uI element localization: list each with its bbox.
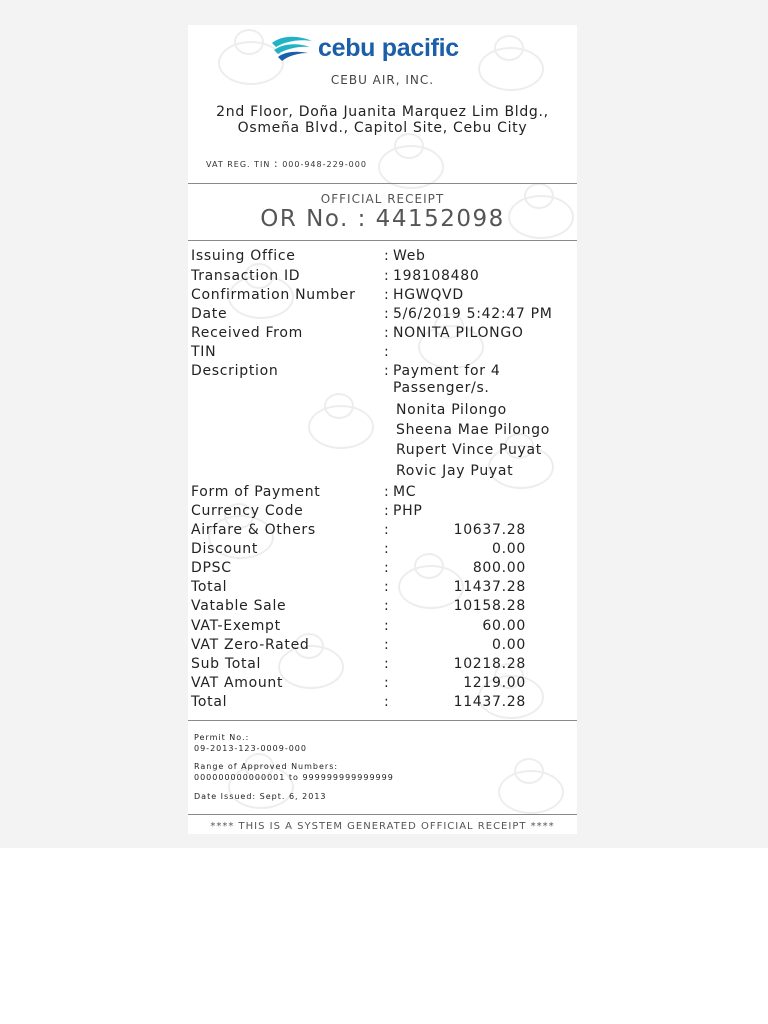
vat-label: VAT REG. TIN [206, 160, 271, 169]
field-description [191, 363, 574, 401]
cebu-pacific-logo [270, 29, 459, 67]
passenger-name: Rupert Vince Puyat [396, 442, 542, 458]
amount-value: 1219.00 [463, 675, 526, 691]
field-value: 5/6/2019 5:42:47 PM [393, 306, 553, 322]
address-line-1: 2nd Floor, Doña Juanita Marquez Lim Bldg., [216, 104, 549, 120]
passenger-name: Nonita Pilongo [396, 402, 507, 418]
amount-total [191, 579, 574, 598]
field-value: MC [393, 484, 417, 500]
divider [188, 720, 577, 721]
amount-label: Total [191, 579, 228, 595]
amount-sub-total [191, 656, 574, 675]
field-confirmation-number [191, 287, 574, 306]
amount-value: 10158.28 [453, 598, 526, 614]
field-label: Date [191, 306, 228, 322]
amount-label: VAT Zero-Rated [191, 637, 310, 653]
company-name: CEBU AIR, INC. [330, 73, 435, 87]
amount-vat-zero-rated [191, 637, 574, 656]
amount-colon: : [384, 675, 390, 691]
divider [188, 240, 577, 241]
amount-value: 800.00 [472, 560, 526, 576]
amount-value: 10637.28 [453, 522, 526, 538]
company-address [188, 104, 577, 136]
amount-colon: : [384, 637, 390, 653]
passenger-name: Rovic Jay Puyat [396, 463, 514, 479]
field-issuing-office [191, 248, 574, 267]
field-colon: : [384, 503, 390, 519]
amount-colon: : [384, 579, 390, 595]
amount-colon: : [384, 541, 390, 557]
amount-label: Vatable Sale [191, 598, 287, 614]
amount-vat-exempt [191, 618, 574, 637]
logo-text: cebu pacific [318, 33, 459, 62]
field-value: Web [393, 248, 426, 264]
field-label: Transaction ID [191, 268, 301, 284]
field-colon: : [384, 363, 390, 379]
amount-colon: : [384, 522, 390, 538]
watermark-mascot [308, 405, 374, 449]
vat-reg-tin [206, 157, 367, 170]
system-generated-notice: **** THIS IS A SYSTEM GENERATED OFFICIAL RECEIPT **** [210, 821, 555, 832]
field-value: PHP [393, 503, 423, 519]
watermark-mascot [498, 770, 564, 814]
permit-value: 09-2013-123-0009-000 [194, 744, 307, 753]
amount-colon: : [384, 618, 390, 634]
amount-value: 0.00 [492, 541, 526, 557]
vat-value: 000-948-229-000 [282, 160, 367, 169]
amount-vat-amount [191, 675, 574, 694]
field-value: HGWQVD [393, 287, 464, 303]
field-label: Received From [191, 325, 303, 341]
amount-label: Discount [191, 541, 259, 557]
divider [188, 183, 577, 184]
field-transaction-id [191, 268, 574, 287]
field-colon: : [384, 268, 390, 284]
amount-grand-total [191, 694, 574, 713]
amount-discount [191, 541, 574, 560]
amount-colon: : [384, 598, 390, 614]
amount-dpsc [191, 560, 574, 579]
swoosh-bird-icon [270, 33, 314, 63]
official-receipt [188, 25, 577, 834]
amount-label: Sub Total [191, 656, 262, 672]
amount-label: VAT-Exempt [191, 618, 281, 634]
field-colon: : [384, 325, 390, 341]
field-colon: : [384, 484, 390, 500]
field-label: Form of Payment [191, 484, 321, 500]
field-value: 198108480 [393, 268, 480, 284]
field-value: NONITA PILONGO [393, 325, 524, 341]
field-value: Payment for 4 [393, 363, 501, 379]
field-received-from [191, 325, 574, 344]
field-colon: : [384, 287, 390, 303]
official-receipt-label: OFFICIAL RECEIPT [320, 192, 445, 206]
amount-label: VAT Amount [191, 675, 284, 691]
field-label: Description [191, 363, 279, 379]
permit-label: Permit No.: [194, 733, 250, 742]
range-value: 000000000000001 to 999999999999999 [194, 773, 394, 782]
range-label: Range of Approved Numbers: [194, 762, 339, 771]
field-tin [191, 344, 574, 363]
field-label: Confirmation Number [191, 287, 356, 303]
field-colon: : [384, 344, 390, 360]
date-issued: Date Issued: Sept. 6, 2013 [194, 792, 327, 801]
field-label: Issuing Office [191, 248, 296, 264]
field-colon: : [384, 306, 390, 322]
field-form-of-payment [191, 484, 574, 503]
amount-value: 10218.28 [453, 656, 526, 672]
amount-airfare-others [191, 522, 574, 541]
amount-label: Airfare & Others [191, 522, 316, 538]
or-number: OR No. : 44152098 [260, 206, 505, 232]
vat-colon: : [273, 157, 279, 170]
field-date [191, 306, 574, 325]
field-label: TIN [191, 344, 217, 360]
address-line-2: Osmeña Blvd., Capitol Site, Cebu City [237, 120, 528, 136]
amount-value: 0.00 [492, 637, 526, 653]
amount-value: 11437.28 [453, 579, 526, 595]
field-colon: : [384, 248, 390, 264]
amount-vatable-sale [191, 598, 574, 617]
amount-colon: : [384, 560, 390, 576]
amount-value: 11437.28 [453, 694, 526, 710]
amount-label: DPSC [191, 560, 232, 576]
field-currency-code [191, 503, 574, 522]
field-value-line-2: Passenger/s. [393, 380, 490, 396]
watermark-mascot [228, 765, 294, 809]
passenger-name: Sheena Mae Pilongo [396, 422, 551, 438]
divider [188, 814, 577, 815]
amount-value: 60.00 [482, 618, 526, 634]
field-label: Currency Code [191, 503, 304, 519]
amount-colon: : [384, 694, 390, 710]
amount-label: Total [191, 694, 228, 710]
amount-colon: : [384, 656, 390, 672]
